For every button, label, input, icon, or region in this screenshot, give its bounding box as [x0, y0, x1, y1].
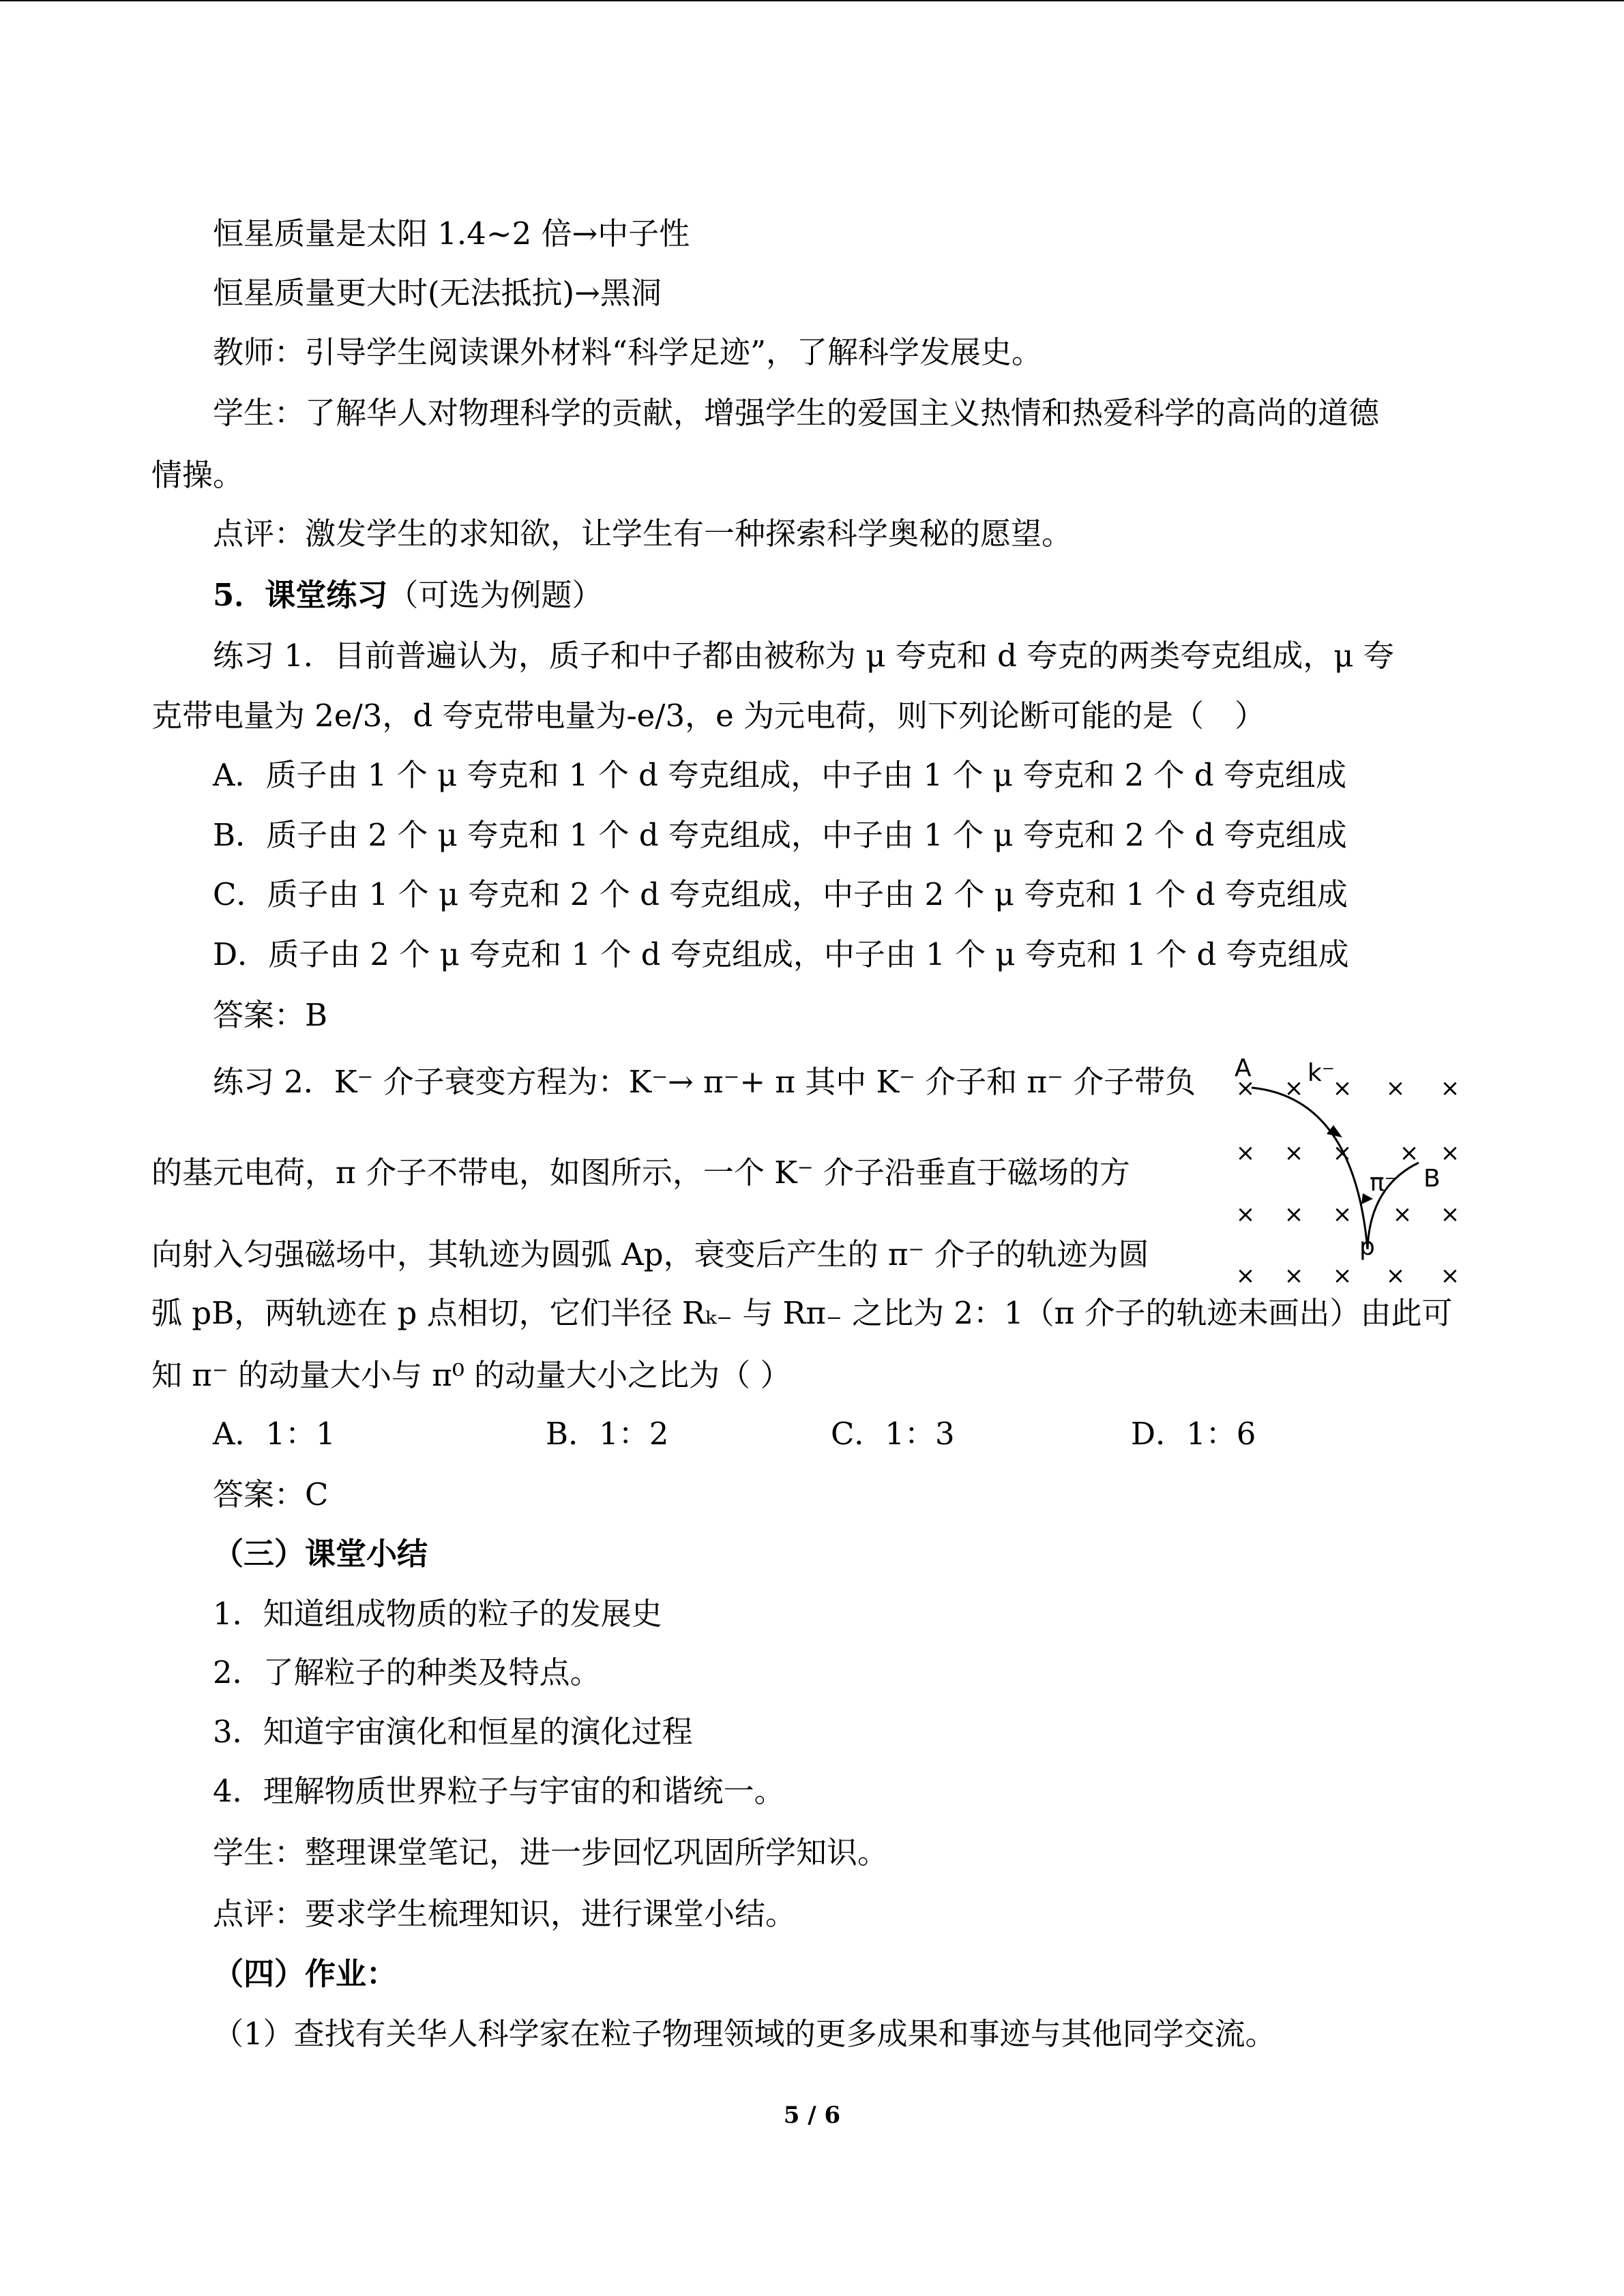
top-border — [0, 0, 1624, 1]
field-cross: × — [1385, 1075, 1406, 1102]
label-pi-minus: π⁻ — [1370, 1169, 1398, 1197]
page-number: 5 / 6 — [783, 2102, 841, 2129]
option-line: C．质子由 1 个 μ 夸克和 2 个 d 夸克组成，中子由 2 个 μ 夸克和 1 个 d 夸克组成 — [213, 876, 1348, 912]
answer-line: 答案：B — [213, 997, 328, 1033]
paragraph-line: 恒星质量更大时(无法抵抗)→黑洞 — [213, 275, 662, 311]
field-cross: × — [1332, 1075, 1353, 1102]
section-heading: （三）课堂小结 — [213, 1536, 428, 1572]
choice-b: B．1：2 — [546, 1416, 669, 1452]
paragraph-line: 克带电量为 2e/3，d 夸克带电量为-e/3，e 为元电荷，则下列论断可能的是（ ） — [151, 698, 1266, 734]
field-cross: × — [1440, 1075, 1460, 1102]
label-b: B — [1423, 1165, 1441, 1193]
field-cross: × — [1284, 1139, 1304, 1167]
field-cross: × — [1440, 1262, 1460, 1289]
field-cross: × — [1235, 1075, 1256, 1102]
paragraph-line: 向射入匀强磁场中，其轨迹为圆弧 Ap，衰变后产生的 π⁻ 介子的轨迹为圆 — [151, 1236, 1149, 1272]
section-heading-title: 5．课堂练习 — [213, 577, 388, 613]
paragraph-line: 知 π⁻ 的动量大小与 π⁰ 的动量大小之比为（ ） — [151, 1357, 791, 1393]
choice-d: D．1：6 — [1131, 1416, 1256, 1452]
option-line: D．质子由 2 个 μ 夸克和 1 个 d 夸克组成，中子由 1 个 μ 夸克和 1 个 d 夸克组成 — [213, 936, 1349, 972]
field-cross: × — [1284, 1075, 1304, 1102]
label-k-minus: k⁻ — [1308, 1059, 1335, 1087]
field-cross: × — [1385, 1262, 1406, 1289]
field-cross: × — [1399, 1139, 1419, 1167]
field-cross: × — [1392, 1201, 1413, 1228]
option-line: A．质子由 1 个 μ 夸克和 1 个 d 夸克组成，中子由 1 个 μ 夸克和 2 个 d 夸克组成 — [213, 757, 1346, 793]
list-item: 2．了解粒子的种类及特点。 — [213, 1654, 601, 1690]
paragraph-line: 教师：引导学生阅读课外材料“科学足迹”，了解科学发展史。 — [213, 334, 1043, 370]
list-item: 4．理解物质世界粒子与宇宙的和谐统一。 — [213, 1773, 785, 1809]
field-cross: × — [1235, 1139, 1256, 1167]
label-a: A — [1235, 1054, 1252, 1082]
paragraph-line: 情操。 — [151, 457, 244, 493]
list-item: 1．知道组成物质的粒子的发展史 — [213, 1596, 662, 1632]
choice-c: C．1：3 — [831, 1416, 955, 1452]
paragraph-line: 弧 pB，两轨迹在 p 点相切，它们半径 Rₖ₋ 与 Rπ₋ 之比为 2：1（π 介子的轨迹未画出）由此可 — [151, 1295, 1453, 1331]
paragraph-line: 练习 2．K⁻ 介子衰变方程为：K⁻→ π⁻+ π 其中 K⁻ 介子和 π⁻ 介子带负 — [213, 1064, 1196, 1100]
section-heading-note: （可选为例题） — [387, 577, 603, 613]
answer-line: 答案：C — [213, 1476, 329, 1512]
magnetic-field-figure — [1214, 1050, 1480, 1296]
paragraph-line: 点评：激发学生的求知欲，让学生有一种探索科学奥秘的愿望。 — [213, 516, 1073, 552]
paragraph-line: 练习 1．目前普遍认为，质子和中子都由被称为 μ 夸克和 d 夸克的两类夸克组成，μ 夸 — [213, 638, 1394, 674]
paragraph-line: （1）查找有关华人科学家在粒子物理领域的更多成果和事迹与其他同学交流。 — [213, 2016, 1276, 2052]
label-p: p — [1359, 1233, 1375, 1261]
field-cross: × — [1440, 1201, 1460, 1228]
paragraph-line: 学生：了解华人对物理科学的贡献，增强学生的爱国主义热情和热爱科学的高尚的道德 — [213, 395, 1380, 431]
choice-a: A．1：1 — [213, 1416, 336, 1452]
field-cross: × — [1235, 1262, 1256, 1289]
paragraph-line: 点评：要求学生梳理知识，进行课堂小结。 — [213, 1896, 797, 1932]
section-heading: （四）作业： — [213, 1956, 398, 1992]
paragraph-line: 恒星质量是太阳 1.4~2 倍→中子性 — [213, 215, 690, 252]
section-heading — [213, 575, 602, 616]
list-item: 3．知道宇宙演化和恒星的演化过程 — [213, 1714, 693, 1750]
kaon-direction-arrow — [1327, 1125, 1342, 1137]
option-line: B．质子由 2 个 μ 夸克和 1 个 d 夸克组成，中子由 1 个 μ 夸克和 2 个 d 夸克组成 — [213, 817, 1347, 853]
paragraph-line: 学生：整理课堂笔记，进一步回忆巩固所学知识。 — [213, 1834, 889, 1870]
field-cross: × — [1235, 1201, 1256, 1228]
paragraph-line: 的基元电荷，π 介子不带电，如图所示，一个 K⁻ 介子沿垂直于磁场的方 — [151, 1154, 1130, 1191]
field-cross: × — [1332, 1201, 1353, 1228]
field-cross: × — [1440, 1139, 1460, 1167]
field-cross: × — [1284, 1262, 1304, 1289]
field-cross: × — [1332, 1139, 1353, 1167]
field-cross: × — [1332, 1262, 1353, 1289]
field-cross: × — [1284, 1201, 1304, 1228]
